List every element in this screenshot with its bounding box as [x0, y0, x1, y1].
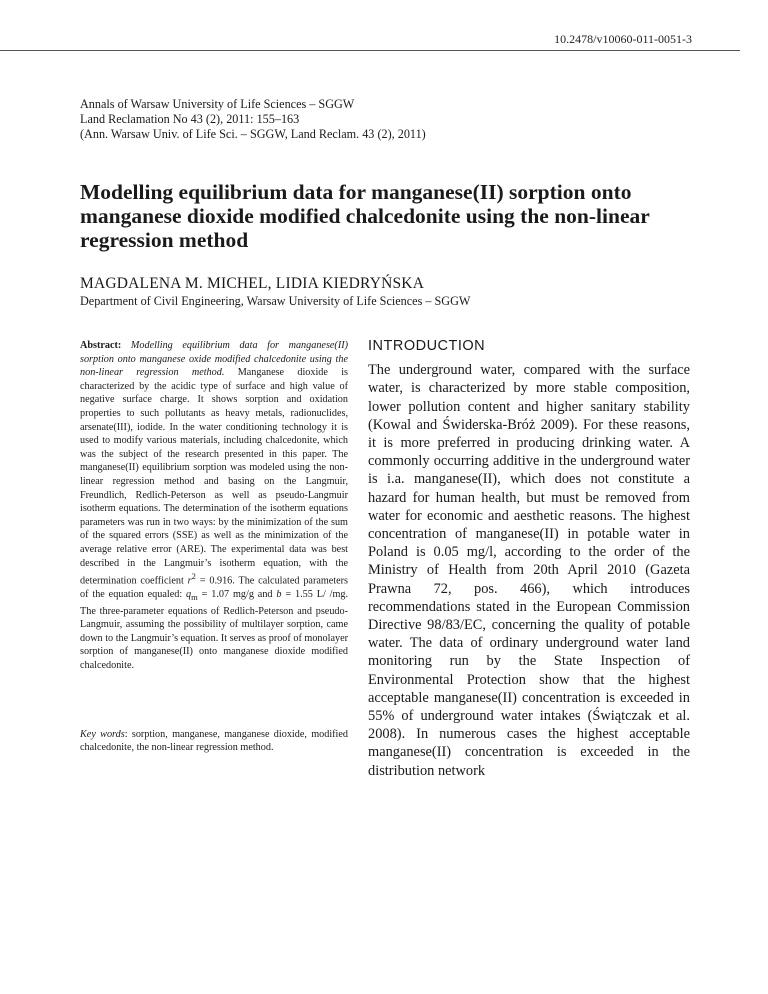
journal-line-2: Land Reclamation No 43 (2), 2011: 155–163: [80, 112, 300, 126]
article-authors: MAGDALENA M. MICHEL, LIDIA KIEDRYŃSKA: [80, 275, 425, 292]
article-title: Modelling equilibrium data for manganese(II) sorption onto manganese dioxide modified chalcedonite using the non-linear regression method: [80, 180, 650, 252]
header-rule: [0, 50, 740, 51]
journal-line-3: (Ann. Warsaw Univ. of Life Sci. – SGGW, Land Reclam. 43 (2), 2011): [80, 127, 426, 141]
introduction-heading: INTRODUCTION: [368, 338, 486, 354]
introduction-text: The underground water, compared with the surface water, is characterized by more stable composition, lower pollution content and higher sanitary stability (Kowal and Świderska-Bróż 2009). For these reasons, it is more preferred in producing drinking water. A commonly occurring additive in the underground water is i.a. manganese(II), which does not constitute a hazard for human health, but must be removed from water for economic and aesthetic reasons. The highest concentration of manganese(II) in potable water in Poland is 0.05 mg/l, according to the order of the Ministry of Health from 20th April 2010 (Gazeta Prawna 72, pos. 466), which introduces recommendations stated in the European Commission Directive 98/83/EC, concerning the quality of potable water. The data of ordinary underground water land monitoring run by the State Inspection of Environmental Protection show that the highest acceptable manganese(II) concentration is exceeded in 55% of underground water intakes (Świątczak et al. 2008). In numerous cases the highest acceptable manganese(II) concentration is exceeded in the distribution network: [368, 362, 690, 779]
journal-info: [80, 97, 426, 142]
qm-subscript: m: [191, 592, 198, 603]
author-affiliation: Department of Civil Engineering, Warsaw University of Life Sciences – SGGW: [80, 294, 471, 308]
abstract-body-1: Manganese dioxide is characterized by the acidic type of surface and high value of negative surface charge. It shows sorption and oxidation properties to such pollutants as heavy metals, radionuclides, arsenate(III), iodide. In the water conditioning technology it is used to modify various materials, including chalcedonite, which was the subject of the research presented in this paper. The manganese(II) equilibrium sorption was modeled using the non-linear regression method and basing on the Langmuir, Freundlich, Redlich-Peterson as well as pseudo-Langmuir isotherm equations. The determination of the isotherm equations parameters was run in two ways: by the minimization of the sum of the squared errors (SSE) as well as the minimization of the average relative error (ARE). The experimental data was best described in the Langmuir’s isotherm equation, with the determination coefficient: [80, 367, 349, 587]
journal-line-1: Annals of Warsaw University of Life Sciences – SGGW: [80, 97, 355, 111]
doi-header: [0, 22, 768, 52]
r-superscript: 2: [191, 571, 196, 582]
abstract-label: Abstract:: [80, 340, 122, 351]
r-symbol: r: [187, 575, 192, 587]
abstract-body-3: = 1.07 mg/g and: [201, 589, 273, 601]
abstract-body-4: = 1.55 L/ /mg. The three-parameter equations of Redlich-Peterson and pseudo-Langmuir, assuming the possibility of multilayer sorption, came down to the Langmuir’s equation. It serves as proof of monolayer sorption of manganese(II) onto manganese dioxide modified chalcedonite.: [80, 589, 349, 672]
keywords-label: Key words: [80, 728, 125, 740]
introduction-column: [368, 337, 690, 780]
keywords-paragraph: [80, 728, 348, 755]
abstract-title: Modelling equilibrium data for manganese(II) sorption onto manganese oxide modified chalcedonite using the non-linear regression method.: [80, 340, 348, 379]
abstract-paragraph: [80, 339, 348, 673]
qm-symbol: q: [186, 589, 192, 601]
abstract-column: [80, 339, 348, 755]
abstract-body-2: = 0.916. The calculated parameters of the equation equaled:: [80, 575, 349, 601]
b-symbol: b: [276, 589, 282, 601]
keywords-text: : sorption, manganese, manganese dioxide, modified chalcedonite, the non-linear regression method.: [80, 728, 349, 754]
doi-text: 10.2478/v10060-011-0051-3: [554, 32, 692, 46]
